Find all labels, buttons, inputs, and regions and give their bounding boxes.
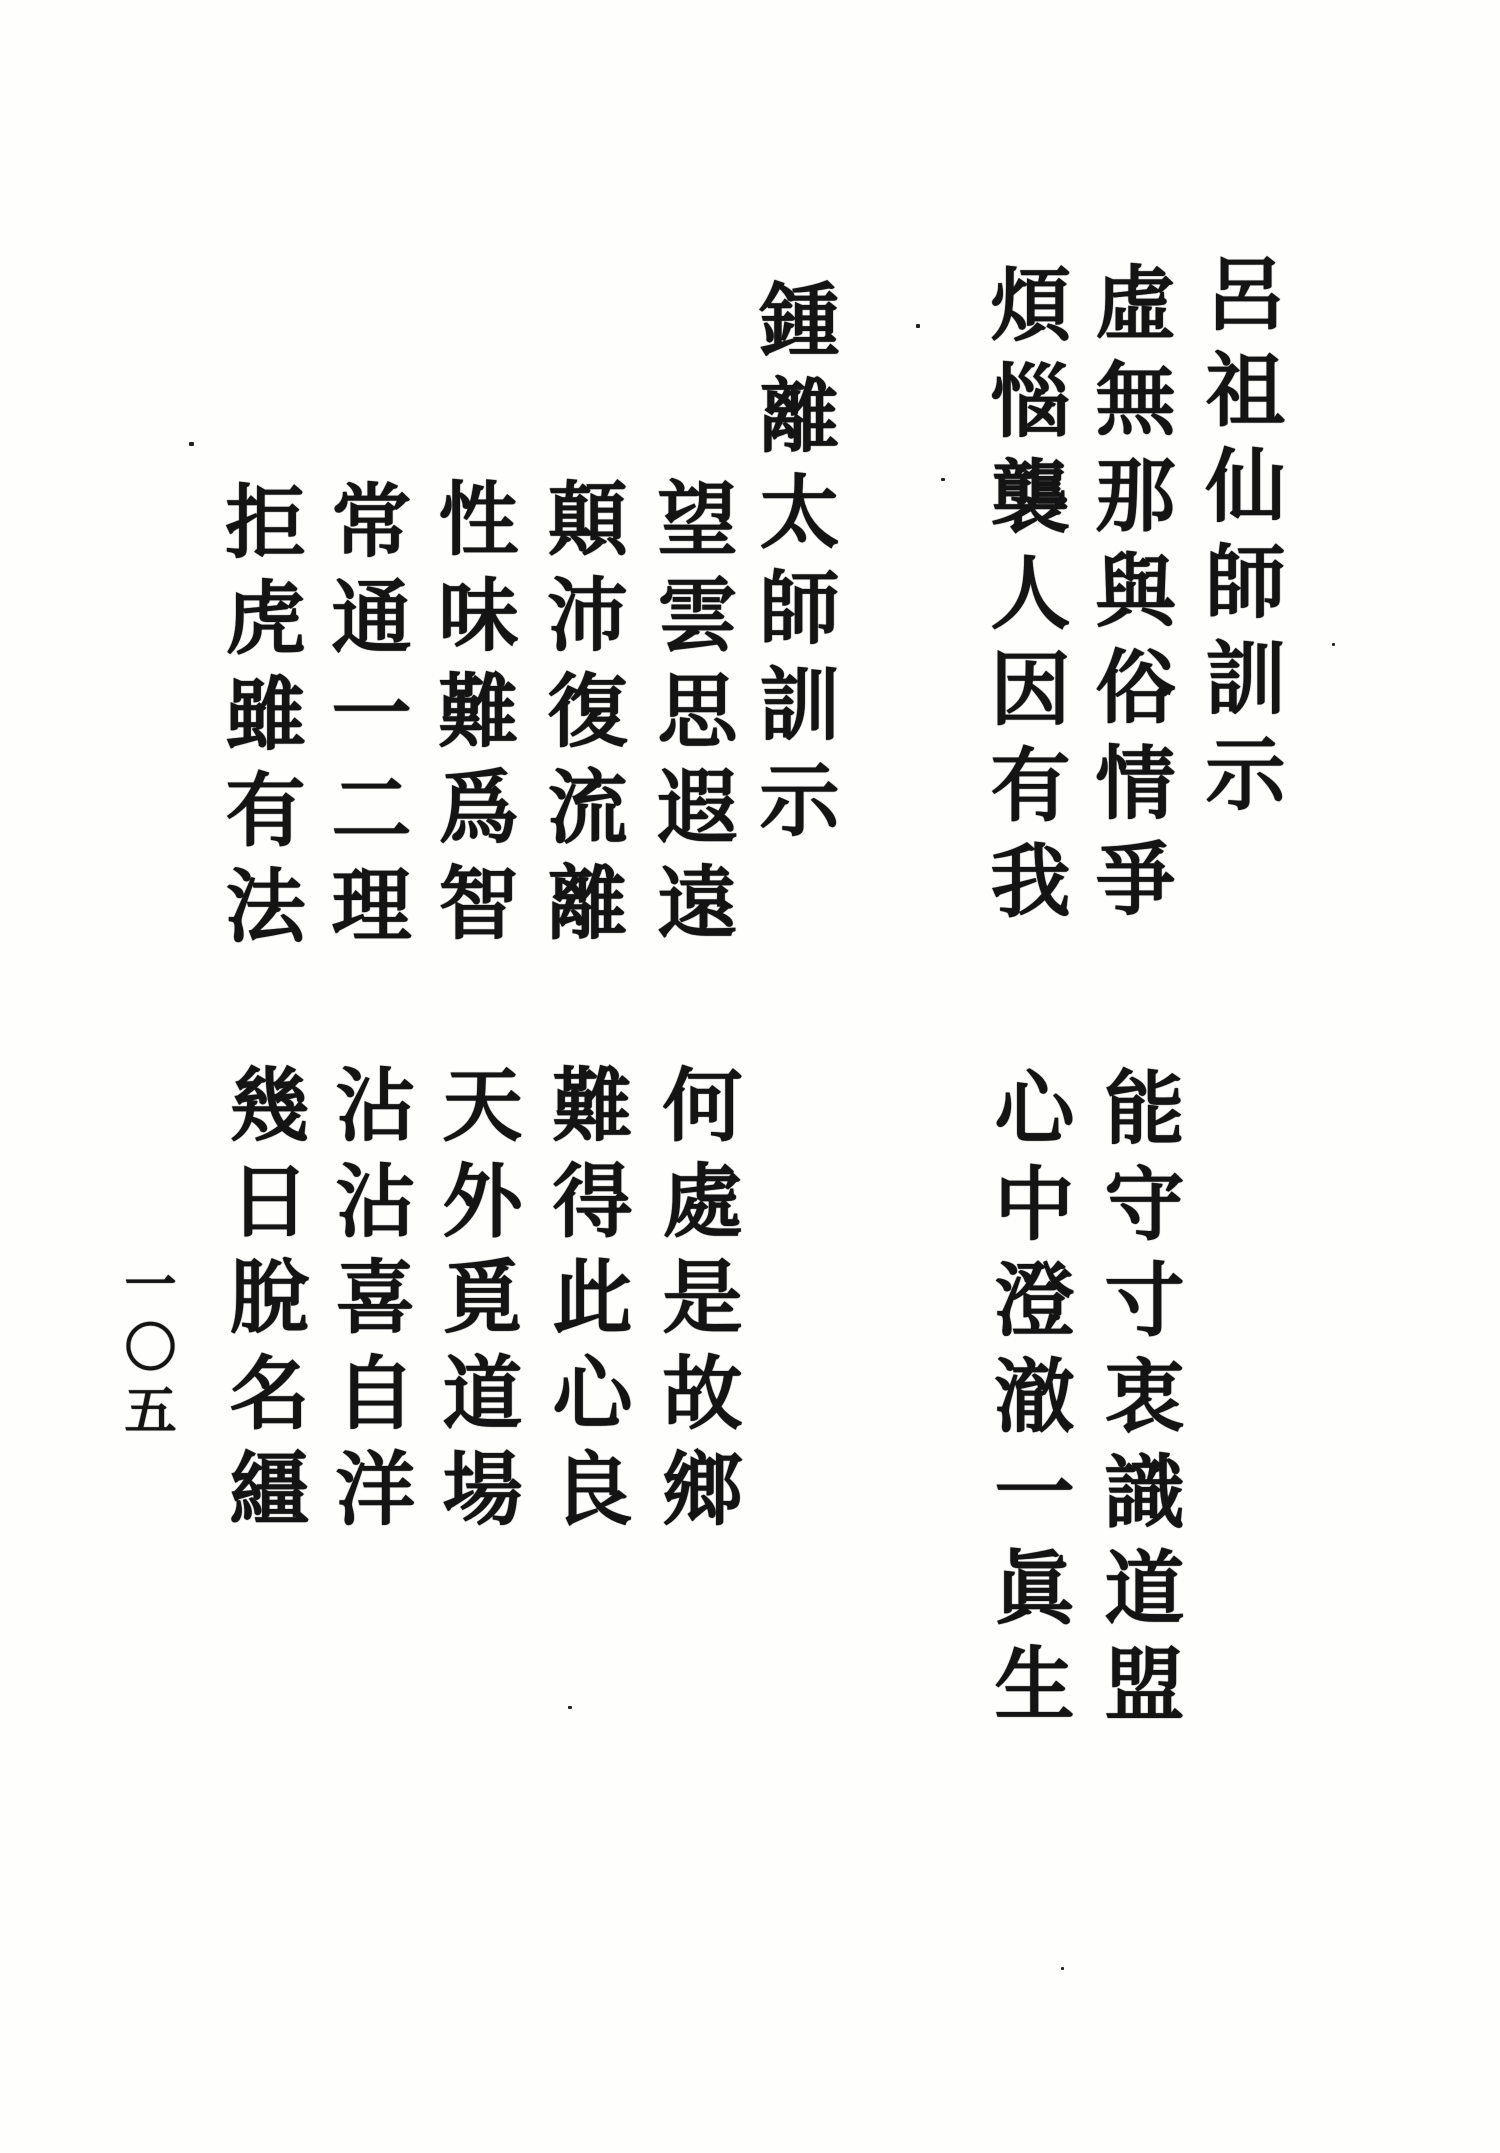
scan-speck	[1332, 643, 1335, 646]
scan-speck	[568, 1706, 572, 1709]
poem-line: 心中澄澈一眞生	[981, 1066, 1075, 1738]
poem-line: 顛沛復流離	[534, 477, 628, 957]
poem-line: 能守寸衷識道盟	[1091, 1066, 1185, 1738]
poem-line: 拒虎雖有法	[212, 480, 306, 960]
poem-line: 天外覓道場	[429, 1063, 523, 1543]
scan-speck	[189, 442, 194, 446]
poem-line: 沾沾喜自洋	[322, 1063, 416, 1543]
poem-line: 煩惱襲人因有我	[977, 263, 1071, 935]
page-number: 一〇五	[115, 1257, 176, 1446]
poem-line: 虛無那與俗情爭	[1082, 261, 1176, 933]
scan-speck	[1061, 1967, 1064, 1970]
section-title: 呂祖仙師訓示	[1192, 252, 1286, 828]
poem-line: 幾日脫名繮	[216, 1063, 310, 1543]
scan-speck	[941, 478, 945, 481]
section-title: 鍾離太師訓示	[746, 278, 840, 854]
poem-line: 望雲思遐遠	[644, 477, 738, 957]
scan-speck	[916, 324, 920, 328]
poem-line: 何處是故鄉	[649, 1063, 743, 1543]
poem-line: 常通一二理	[318, 479, 412, 959]
poem-line: 性味難爲智	[425, 477, 519, 957]
poem-line: 難得此心良	[539, 1063, 633, 1543]
